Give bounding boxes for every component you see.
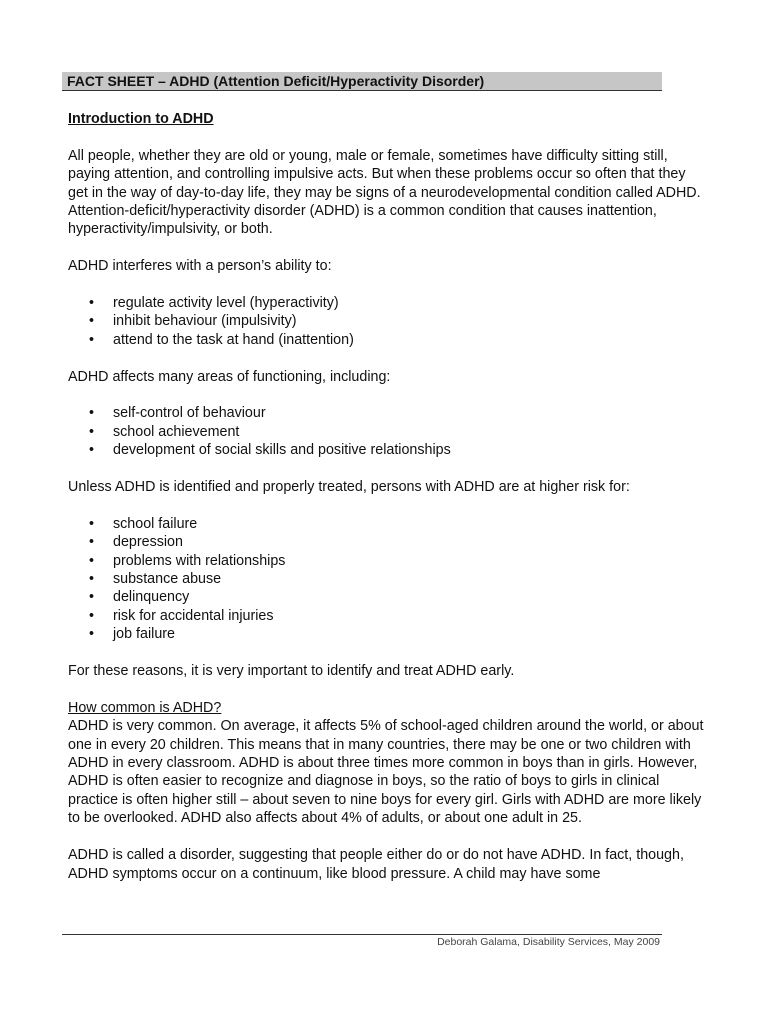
bullet-icon: •	[89, 571, 95, 588]
intro-paragraph: All people, whether they are old or young, male or female, sometimes have difficulty sitting still, paying attention, and controlling impulsive acts. But when these problems occur so often that they get in the way of day-to-day life, they may be signs of a neurodevelopmental condition called ADHD. Attention-deficit/hyperactivity disorder (ADHD) is a common condition that causes inattention, hyperactivity/impulsivity, or both.	[68, 147, 701, 238]
interferes-list	[68, 294, 708, 349]
list-item	[68, 588, 708, 606]
list-item	[68, 331, 708, 349]
list-item	[68, 607, 708, 625]
risk-list	[68, 515, 708, 644]
list-item-text: substance abuse	[113, 571, 222, 588]
bullet-icon: •	[89, 313, 95, 330]
list-item-text: attend to the task at hand (inattention)	[113, 331, 354, 348]
list-item-text: risk for accidental injuries	[113, 607, 274, 624]
bullet-icon: •	[89, 534, 95, 551]
bullet-icon: •	[89, 589, 95, 606]
list-item	[68, 441, 708, 459]
affects-lead: ADHD affects many areas of functioning, including:	[68, 368, 391, 385]
list-item-text: school achievement	[113, 423, 240, 440]
list-item	[68, 312, 708, 330]
interferes-lead: ADHD interferes with a person’s ability to:	[68, 258, 332, 275]
page-title: FACT SHEET – ADHD (Attention Deficit/Hyperactivity Disorder)	[67, 73, 485, 89]
list-item-text: self-control of behaviour	[113, 405, 266, 422]
bullet-icon: •	[89, 442, 95, 459]
footer-attribution: Deborah Galama, Disability Services, May 2009	[437, 936, 660, 948]
list-item-text: inhibit behaviour (impulsivity)	[113, 313, 297, 330]
bullet-icon: •	[89, 331, 95, 348]
list-item-text: regulate activity level (hyperactivity)	[113, 295, 339, 312]
footer-divider	[62, 934, 662, 935]
list-item	[68, 533, 708, 551]
list-item-text: problems with relationships	[113, 552, 286, 569]
document-body	[68, 110, 708, 883]
title-bar	[62, 72, 662, 91]
disorder-paragraph: ADHD is called a disorder, suggesting that people either do or do not have ADHD. In fact, though, ADHD symptoms occur on a continuum, like blood pressure. A child may have some	[68, 847, 684, 882]
bullet-icon: •	[89, 295, 95, 312]
list-item-text: delinquency	[113, 589, 190, 606]
list-item	[68, 515, 708, 533]
bullet-icon: •	[89, 423, 95, 440]
risk-lead: Unless ADHD is identified and properly treated, persons with ADHD are at higher risk for:	[68, 479, 630, 496]
list-item	[68, 570, 708, 588]
bullet-icon: •	[89, 405, 95, 422]
reasons-paragraph: For these reasons, it is very important to identify and treat ADHD early.	[68, 663, 515, 680]
list-item	[68, 404, 708, 422]
how-common-paragraph: ADHD is very common. On average, it affects 5% of school-aged children around the world, or about one in every 20 children. This means that in many countries, there may be one or two children with ADHD in every classroom. ADHD is about three times more common in boys than in girls. However, ADHD is often easier to recognize and diagnose in boys, so the ratio of boys to girls in clinical practice is often higher still – about seven to nine boys for every girl. Girls with ADHD are more likely to be overlooked. ADHD also affects about 4% of adults, or about one adult in 25.	[68, 718, 704, 827]
list-item	[68, 294, 708, 312]
list-item-text: school failure	[113, 515, 198, 532]
list-item-text: depression	[113, 534, 183, 551]
list-item	[68, 625, 708, 643]
section-heading-introduction: Introduction to ADHD	[68, 111, 214, 127]
bullet-icon: •	[89, 626, 95, 643]
bullet-icon: •	[89, 515, 95, 532]
bullet-icon: •	[89, 607, 95, 624]
affects-list	[68, 404, 708, 459]
list-item-text: development of social skills and positive relationships	[113, 442, 451, 459]
bullet-icon: •	[89, 552, 95, 569]
list-item	[68, 552, 708, 570]
list-item	[68, 423, 708, 441]
section-heading-how-common: How common is ADHD?	[68, 699, 222, 716]
list-item-text: job failure	[113, 626, 175, 643]
